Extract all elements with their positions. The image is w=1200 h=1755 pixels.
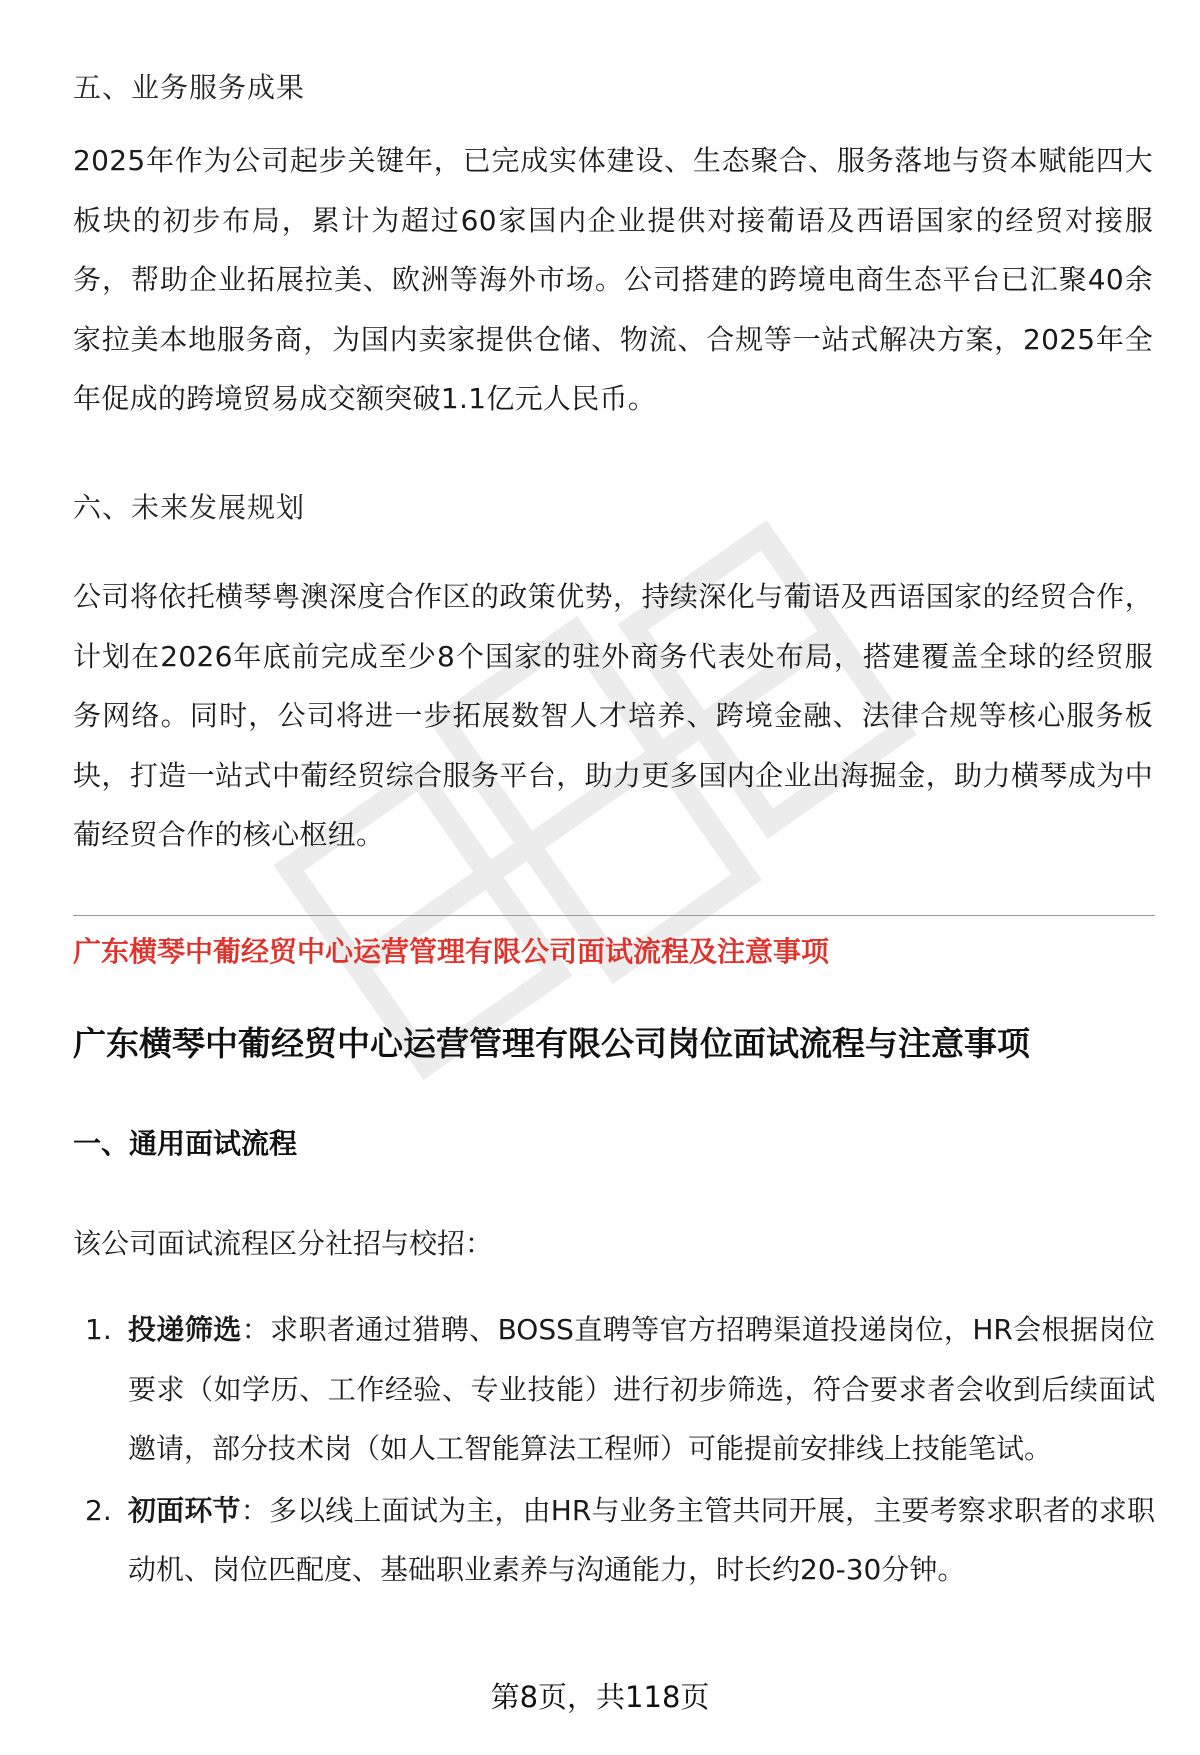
step-number: 1. bbox=[85, 1313, 112, 1346]
step-term: 初面环节 bbox=[128, 1493, 241, 1527]
red-heading-link[interactable]: 广东横琴中葡经贸中心运营管理有限公司面试流程及注意事项 bbox=[73, 935, 830, 968]
step-number: 2. bbox=[85, 1493, 112, 1527]
process-steps-list bbox=[73, 1300, 1155, 1602]
section-six-body: 公司将依托横琴粤澳深度合作区的政策优势，持续深化与葡语及西语国家的经贸合作，计划在2026年底前完成至少8个国家的驻外商务代表处布局，搭建覆盖全球的经贸服务网络。同时，公司将进一步拓展数智人才培养、跨境金融、法律合规等核心服务板块，打造一站式中葡经贸综合服务平台，助力更多国内企业出海掘金，助力横琴成为中葡经贸合作的核心枢纽。 bbox=[73, 580, 1153, 851]
section-divider bbox=[73, 915, 1155, 916]
section-six-title: 六、未来发展规划 bbox=[73, 491, 306, 524]
page-number-footer: 第8页，共118页 bbox=[490, 1680, 710, 1714]
step-term: 投递筛选 bbox=[128, 1313, 242, 1346]
intro-text: 该公司面试流程区分社招与校招： bbox=[73, 1227, 494, 1260]
list-item bbox=[73, 1481, 1155, 1600]
step-text: ：求职者通过猎聘、BOSS直聘等官方招聘渠道投递岗位，HR会根据岗位要求（如学历、工作经验、专业技能）进行初步筛选，符合要求者会收到后续面试邀请，部分技术岗（如人工智能算法工程师）可能提前安排线上技能笔试。 bbox=[128, 1313, 1155, 1465]
section-five-body: 2025年作为公司起步关键年，已完成实体建设、生态聚合、服务落地与资本赋能四大板块的初步布局，累计为超过60家国内企业提供对接葡语及西语国家的经贸对接服务，帮助企业拓展拉美、欧洲等海外市场。公司搭建的跨境电商生态平台已汇聚40余家拉美本地服务商，为国内卖家提供仓储、物流、合规等一站式解决方案，2025年全年促成的跨境贸易成交额突破1.1亿元人民币。 bbox=[73, 144, 1153, 415]
step-text: ：多以线上面试为主，由HR与业务主管共同开展，主要考察求职者的求职动机、岗位匹配度、基础职业素养与沟通能力，时长约20-30分钟。 bbox=[128, 1493, 1155, 1586]
page-title: 广东横琴中葡经贸中心运营管理有限公司岗位面试流程与注意事项 bbox=[73, 1024, 1030, 1063]
section-five-title: 五、业务服务成果 bbox=[73, 71, 306, 104]
subsection-title: 一、通用面试流程 bbox=[73, 1127, 298, 1160]
list-item bbox=[73, 1300, 1155, 1479]
